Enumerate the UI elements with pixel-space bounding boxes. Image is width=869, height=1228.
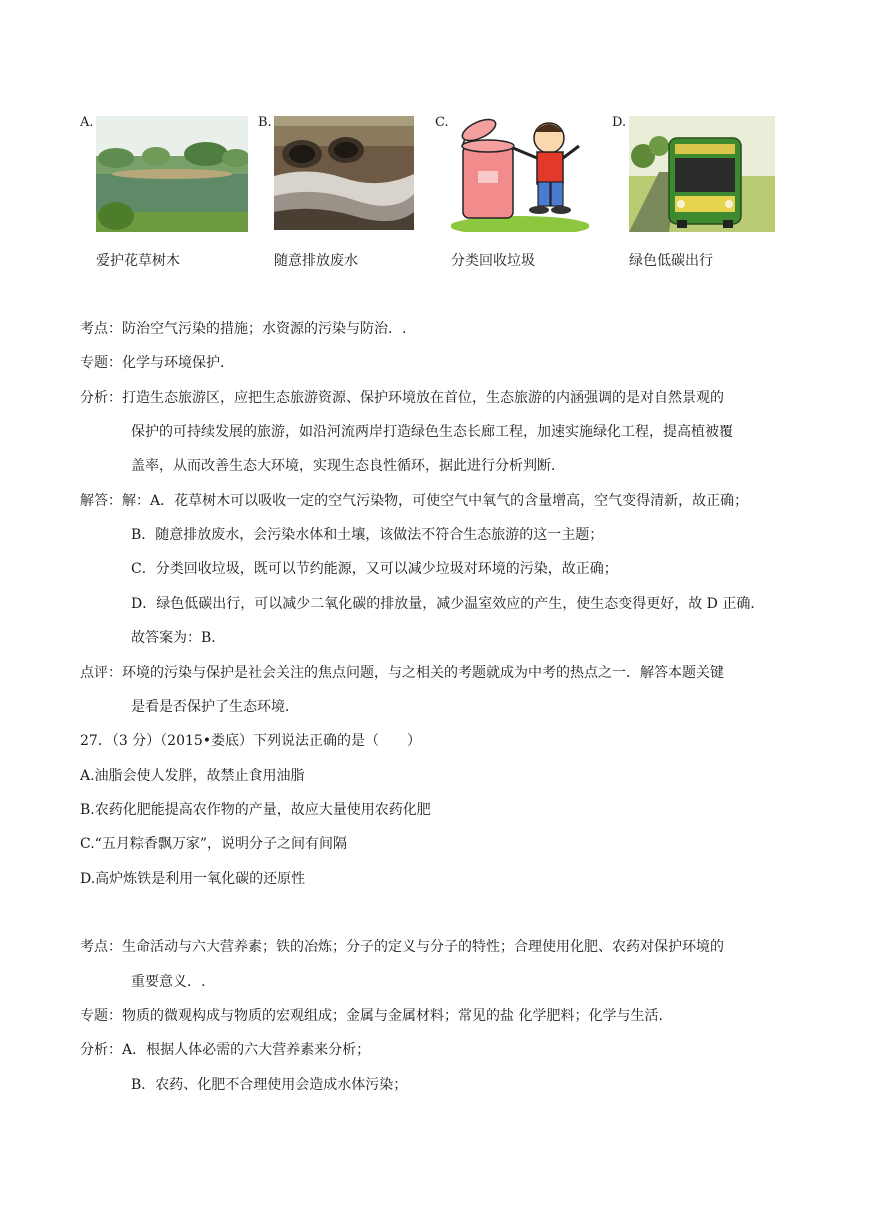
q27-zhuanti-line — [80, 1005, 672, 1025]
q27-fenxi-text-1: A．根据人体必需的六大营养素来分析； — [122, 1042, 371, 1058]
q27-option-a: A.油脂会使人发胖，故禁止食用油脂 — [80, 768, 305, 784]
q26-kaodian-line — [80, 318, 406, 338]
jieda-label: 解答： — [80, 493, 122, 509]
fenxi-label: 分析： — [80, 390, 122, 406]
q26-kaodian-text: 防治空气污染的措施；水资源的污染与防治．. — [122, 321, 407, 337]
q26-fenxi-text-1: 打造生态旅游区，应把生态旅游资源、保护环境放在首位，生态旅游的内涵强调的是对自然景观的 — [122, 390, 724, 406]
q26-dianping-text-1: 环境的污染与保护是社会关注的焦点问题，与之相关的考题就成为中考的热点之一．解答本题关键 — [122, 665, 724, 681]
option-d-caption: 绿色低碳出行 — [629, 253, 713, 269]
option-b-letter: B. — [258, 115, 272, 130]
q27-zhuanti-text: 物质的微观构成与物质的宏观组成；金属与金属材料；常见的盐 化学肥料；化学与生活． — [122, 1008, 673, 1024]
q27-fenxi-text-2: B．农药、化肥不合理使用会造成水体污染； — [131, 1077, 408, 1093]
wastewater-image — [274, 116, 414, 230]
q26-jieda-text-4: D．绿色低碳出行，可以减少二氧化碳的排放量，减少温室效应的产生，使生态变得更好，故 D 正确． — [131, 596, 765, 612]
kaodian-label: 考点： — [80, 321, 122, 337]
zhuanti-label: 专题： — [80, 355, 122, 371]
q26-jieda-text-5: 故答案为：B． — [131, 630, 226, 646]
q27-kaodian-text-1: 生命活动与六大营养素；铁的冶炼；分子的定义与分子的特性；合理使用化肥、农药对保护环境的 — [122, 939, 724, 955]
q27-stem: 27．（3 分）（2015•娄底）下列说法正确的是（ ） — [80, 733, 422, 749]
q26-jieda-line — [80, 490, 748, 510]
dianping-label: 点评： — [80, 665, 122, 681]
zhuanti-label: 专题： — [80, 1008, 122, 1024]
q26-jieda-text-2: B．随意排放废水，会污染水体和土壤，该做法不符合生态旅游的这一主题； — [131, 527, 604, 543]
option-a-letter: A. — [80, 115, 94, 130]
q26-fenxi-text-2: 保护的可持续发展的旅游，如沿河流两岸打造绿色生态长廊工程，加速实施绿化工程，提高植被覆 — [131, 424, 733, 440]
q27-kaodian-text-2: 重要意义．. — [131, 974, 206, 990]
kaodian-label: 考点： — [80, 939, 122, 955]
q26-zhuanti-line — [80, 352, 234, 372]
q27-option-c: C.“五月粽香飘万家”，说明分子之间有间隔 — [80, 836, 347, 852]
q27-kaodian-line — [80, 936, 724, 956]
option-d-letter: D. — [612, 115, 627, 130]
q27-option-b: B.农药化肥能提高农作物的产量，故应大量使用农药化肥 — [80, 802, 431, 818]
option-a-caption: 爱护花草树木 — [96, 253, 180, 269]
fenxi-label: 分析： — [80, 1042, 122, 1058]
green-bus-image — [629, 116, 775, 232]
q26-dianping-line — [80, 662, 724, 682]
q27-option-d: D.高炉炼铁是利用一氧化碳的还原性 — [80, 871, 306, 887]
q26-jieda-text-1: 解：A．花草树木可以吸收一定的空气污染物，可使空气中氧气的含量增高，空气变得清新，故正确； — [122, 493, 749, 509]
q27-fenxi-line — [80, 1039, 370, 1059]
option-b-caption: 随意排放废水 — [274, 253, 358, 269]
q26-jieda-text-3: C．分类回收垃圾，既可以节约能源，又可以减少垃圾对环境的污染，故正确； — [131, 561, 618, 577]
option-c-letter: C. — [435, 115, 449, 130]
recycling-cartoon-image — [451, 116, 589, 232]
q26-dianping-text-2: 是看是否保护了生态环境． — [131, 699, 299, 715]
q26-fenxi-line — [80, 387, 724, 407]
lake-park-image — [96, 116, 248, 232]
q26-fenxi-text-3: 盖率，从而改善生态大环境，实现生态良性循环，据此进行分析判断． — [131, 458, 565, 474]
option-c-caption: 分类回收垃圾 — [451, 253, 535, 269]
q26-zhuanti-text: 化学与环境保护． — [122, 355, 234, 371]
